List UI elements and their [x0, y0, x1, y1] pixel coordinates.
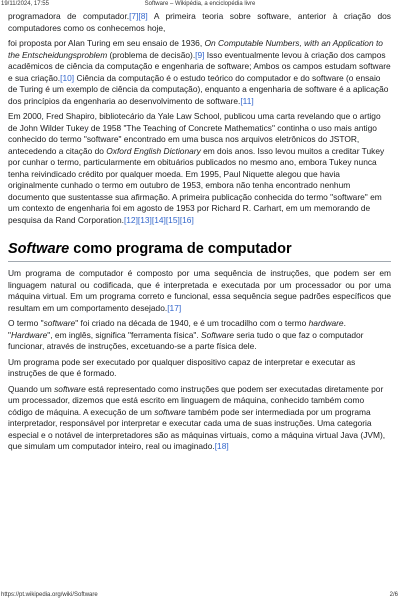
work-title: On Computable Numbers, with an Application to the Entscheidungsproblem	[8, 38, 383, 60]
text: Em 2000, Fred Shapiro, bibliotecário da Yale Law School, publicou uma carta revelando que o artigo de John Wilder Tukey de 1958 "The Teaching of Concrete Mathematics" continha o uso mais antigo conhecido do termo "software" encontrado em uma busca nos arquivos eletrônicos do JSTOR, antecedendo a citação do	[8, 111, 381, 156]
text: Isso eventualmente levou à criação dos campos acadêmicos de ciência da computação e engenharia de software; Ambos os campos estudam software e sua criação.	[8, 49, 391, 83]
paragraph-history-2	[8, 38, 391, 107]
print-timestamp: 19/11/2024, 17:55	[1, 1, 49, 7]
text: (problema de decisão).	[107, 49, 196, 60]
paragraph-program-2	[8, 318, 391, 353]
paragraph-program-1	[8, 268, 391, 314]
text: Quando um	[8, 383, 55, 394]
text: foi proposta por Alan Turing em seu ensaio de 1936,	[8, 38, 205, 48]
reference-link[interactable]: [7][8]	[129, 11, 148, 21]
text: A primeira teoria sobre software, anterior à criação dos computadores como os conhecemos hoje,	[8, 11, 391, 33]
paragraph-program-3	[8, 357, 391, 380]
text: seria tudo o que faz o computador funcionar, através de instruções, excetuando-se a parte física dele.	[8, 329, 364, 351]
reference-links[interactable]: [12][13][14][15][16]	[123, 214, 194, 225]
text: está representado como instruções que podem ser executadas diretamente por um processador, dizemos que está escrito em linguagem de máquina, conhecido também como código de máquina. A execução de um	[8, 383, 384, 417]
text: . "	[8, 318, 346, 340]
term-software: software	[154, 406, 186, 417]
reference-link[interactable]: [11]	[240, 95, 254, 106]
text: " foi criado na década de 1940, e é um trocadilho com o termo	[75, 318, 309, 328]
section-heading	[8, 240, 391, 262]
reference-link[interactable]: [10]	[60, 72, 75, 83]
term-software: software	[43, 318, 76, 328]
reference-link[interactable]: [9]	[195, 49, 205, 60]
text: Ciência da computação é o estudo teórico do computador e do software (o ensaio de Turing é um exemplo de ciência da computação), enquanto a engenharia de software é a aplicação dos princípios da engenharia ao desenvolvimento de software.	[8, 72, 389, 106]
paragraph-program-4	[8, 384, 391, 453]
print-footer	[0, 591, 400, 600]
text: em dois anos. Isso levou muitos a creditar Tukey por cunhar o termo, particularmente em obituários publicados no mesmo ano, embora Tukey nunca tenha reivindicado crédito por qualquer moeda. Em 1995, Paul Niquette alegou que havia originalmente cunhado o termo em outubro de 1953, embora não tenha encontrado nenhum documento que sustentasse sua afirmação. A primeira publicação conhecida do termo "software" em um contexto de engenharia foi em agosto de 1953 por Richard R. Carhart, em um memorando de pesquisa da Rand Corporation.	[8, 145, 385, 225]
term-hardware: hardware	[308, 318, 344, 328]
print-header	[0, 0, 400, 9]
text: Um programa de computador é composto por uma sequência de instruções, que podem ser em linguagem natural ou codificada, que é interpretada e executada por um processador ou por uma máquina virtual. Em um programa correto e funcional, essa sequência segue padrões específicos que resultam em um comportamento desejado.	[8, 268, 391, 313]
print-page-title: Software – Wikipédia, a enciclopédia livre	[144, 1, 256, 7]
paragraph-history-3	[8, 111, 391, 226]
reference-link[interactable]: [17]	[167, 302, 182, 313]
text: Um programa pode ser executado por qualquer dispositivo capaz de interpretar e executar as instruções de que é formado.	[8, 356, 356, 378]
text: O termo "	[8, 318, 44, 328]
text: também pode ser intermediada por um programa interpretador, responsável por interpretar e executar cada uma de suas instruções. Uma categoria especial e o notável de interpretadores são as máquinas virtuais, como a máquina virtual Java (JVM), que simulam um computador inteiro, real ou imaginado.	[8, 406, 386, 451]
term-software: Software	[200, 329, 235, 340]
text: programadora de computador.	[8, 11, 130, 21]
reference-link[interactable]: [18]	[214, 441, 229, 451]
print-page-number: 2/6	[389, 592, 398, 598]
print-url: https://pt.wikipedia.org/wiki/Software	[1, 592, 98, 598]
term-hardware: Hardware	[10, 329, 48, 340]
term-software: software	[54, 383, 86, 394]
text: ", em inglês, significa "ferramenta física".	[47, 329, 201, 340]
section-heading-rest: como programa de computador	[69, 241, 292, 257]
article-content	[8, 11, 391, 457]
dictionary-title: Oxford English Dictionary	[106, 145, 201, 156]
section-heading-italic: Software	[8, 241, 70, 257]
paragraph-history-1	[8, 11, 391, 34]
